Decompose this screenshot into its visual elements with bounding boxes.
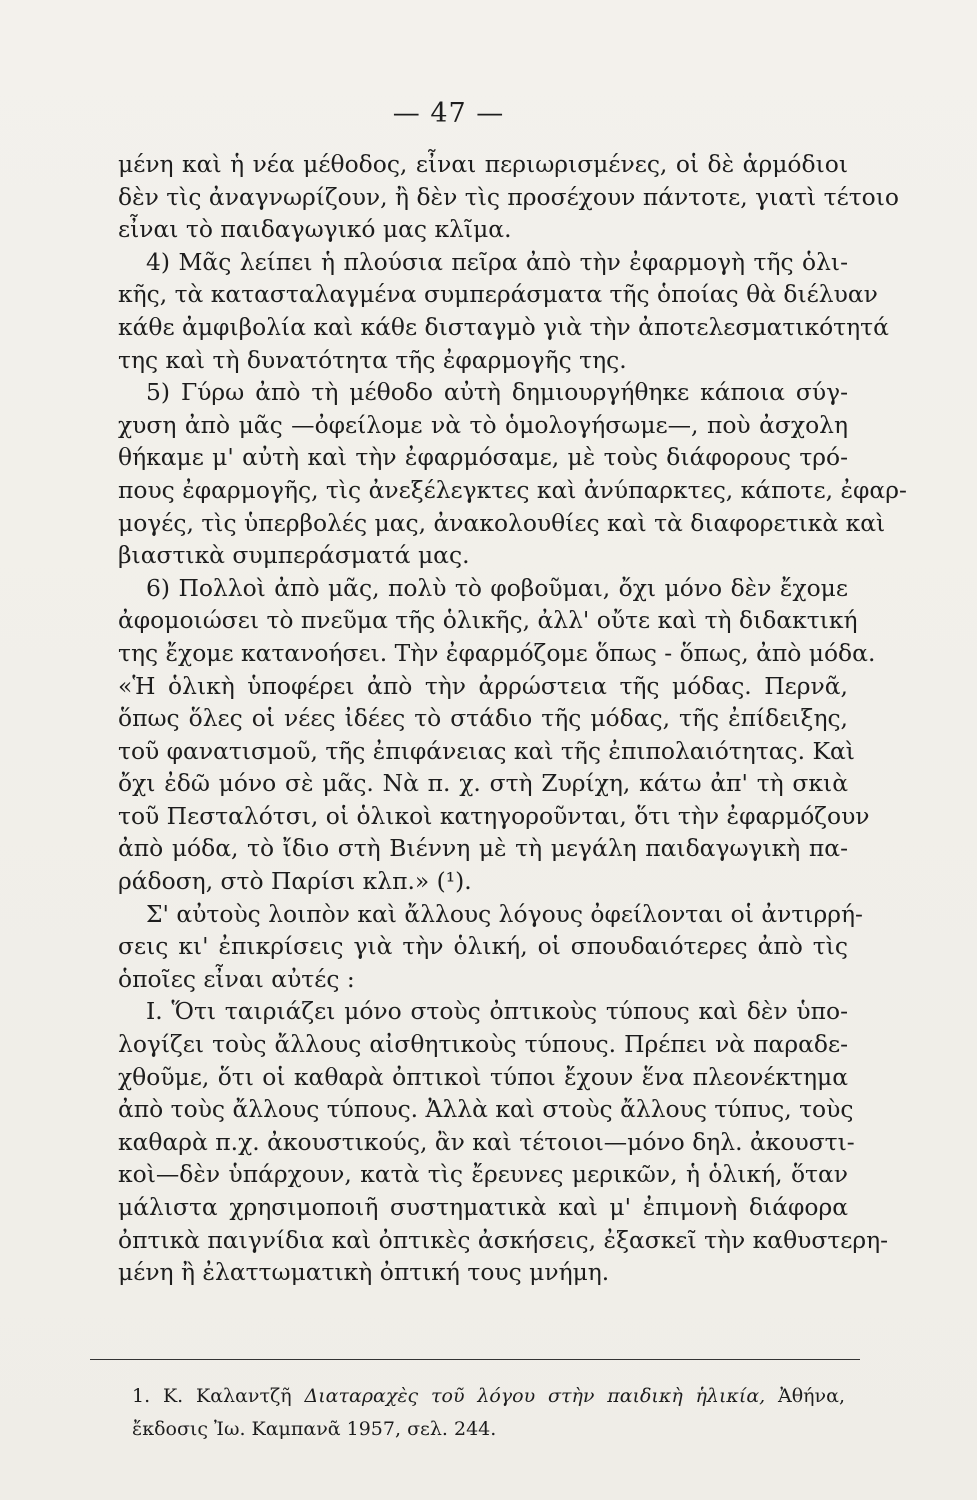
text-line: Σ' αὐτοὺς λοιπὸν καὶ ἄλλους λόγους ὀφείλονται οἱ ἀντιρρή- xyxy=(146,899,863,928)
footnote-line-2: ἔκδοσις Ἰω. Καμπανᾶ 1957, σελ. 244. xyxy=(132,1418,497,1440)
text-line: ἀπὸ μόδα, τὸ ἴδιο στὴ Βιέννη μὲ τὴ μεγάλη παιδαγωγικὴ πα- xyxy=(118,834,848,863)
text-line: εἶναι τὸ παιδαγωγικό μας κλῖμα. xyxy=(118,215,512,244)
footnote-divider xyxy=(90,1359,860,1360)
text-line: βιαστικὰ συμπεράσματά μας. xyxy=(118,541,470,570)
text-line: «Ἡ ὁλικὴ ὑποφέρει ἀπὸ τὴν ἀρρώστεια τῆς μόδας. Περνᾶ, xyxy=(118,671,848,700)
text-line: τοῦ Πεσταλότσι, οἱ ὁλικοὶ κατηγοροῦνται, ὅτι τὴν ἐφαρμόζουν xyxy=(118,801,870,830)
text-line: 6) Πολλοὶ ἀπὸ μᾶς, πολὺ τὸ φοβοῦμαι, ὄχι μόνο δὲν ἔχομε xyxy=(146,573,848,602)
footnote-title: Διαταραχὲς τοῦ λόγου στὴν παιδικὴ ἡλικία, xyxy=(304,1385,766,1407)
text-line: της ἔχομε κατανοήσει. Τὴν ἐφαρμόζομε ὅπως - ὅπως, ἀπὸ μόδα. xyxy=(118,638,876,667)
text-line: ράδοση, στὸ Παρίσι κλπ.» (¹). xyxy=(118,867,472,896)
text-line: της καὶ τὴ δυνατότητα τῆς ἐφαρμογῆς της. xyxy=(118,345,627,374)
text-line: ὅπως ὅλες οἱ νέες ἰδέες τὸ στάδιο τῆς μόδας, τῆς ἐπίδειξης, xyxy=(118,704,848,733)
text-line: μένη ἢ ἐλαττωματικὴ ὀπτική τους μνήμη. xyxy=(118,1258,610,1287)
page-number: — 47 — xyxy=(392,98,505,129)
text-line: χθοῦμε, ὅτι οἱ καθαρὰ ὀπτικοὶ τύποι ἔχουν ἕνα πλεονέκτημα xyxy=(118,1062,848,1091)
text-line: ὁποῖες εἶναι αὐτές : xyxy=(118,964,355,993)
text-line: κοὶ—δὲν ὑπάρχουν, κατὰ τὶς ἔρευνες μερικῶν, ἡ ὁλική, ὅταν xyxy=(118,1160,848,1189)
text-line: ὄχι ἐδῶ μόνο σὲ μᾶς. Νὰ π. χ. στὴ Ζυρίχη, κάτω ἀπ' τὴ σκιὰ xyxy=(118,769,848,798)
text-line: μένη καὶ ἡ νέα μέθοδος, εἶναι περιωρισμένες, οἱ δὲ ἁρμόδιοι xyxy=(118,150,848,178)
footnote xyxy=(132,1380,845,1446)
text-line: ὀπτικὰ παιγνίδια καὶ ὀπτικὲς ἀσκήσεις, ἐξασκεῖ τὴν καθυστερη- xyxy=(118,1225,889,1254)
footnote-place: Ἀθήνα, xyxy=(778,1385,845,1407)
body-text xyxy=(118,148,907,1289)
text-line: κῆς, τὰ κατασταλαγμένα συμπεράσματα τῆς ὁποίας θὰ διέλυαν xyxy=(118,280,878,309)
text-line: θήκαμε μ' αὐτὴ καὶ τὴν ἐφαρμόσαμε, μὲ τοὺς διάφορους τρό- xyxy=(118,443,848,472)
text-line: 4) Μᾶς λείπει ἡ πλούσια πεῖρα ἀπὸ τὴν ἐφαρμογὴ τῆς ὁλι- xyxy=(146,247,848,276)
footnote-line-1 xyxy=(132,1380,845,1413)
text-line: ἀφομοιώσει τὸ πνεῦμα τῆς ὁλικῆς, ἀλλ' οὔτε καὶ τὴ διδακτική xyxy=(118,606,858,635)
text-line: λογίζει τοὺς ἄλλους αἰσθητικοὺς τύπους. Πρέπει νὰ παραδε- xyxy=(118,1030,848,1059)
text-line: Ι. Ὅτι ταιριάζει μόνο στοὺς ὀπτικοὺς τύπους καὶ δὲν ὑπο- xyxy=(146,997,848,1026)
text-line: δὲν τὶς ἀναγνωρίζουν, ἢ δὲν τὶς προσέχουν πάντοτε, γιατὶ τέτοιο xyxy=(118,182,899,211)
text-line: 5) Γύρω ἀπὸ τὴ μέθοδο αὐτὴ δημιουργήθηκε κάποια σύγ- xyxy=(146,378,848,407)
footnote-author: 1. Κ. Καλαντζῆ xyxy=(132,1385,292,1407)
text-line: καθαρὰ π.χ. ἀκουστικούς, ἂν καὶ τέτοιοι—μόνο δηλ. ἀκουστι- xyxy=(118,1127,855,1156)
text-line: κάθε ἀμφιβολία καὶ κάθε δισταγμὸ γιὰ τὴν ἀποτελεσματικότητά xyxy=(118,312,889,341)
text-line: μογές, τὶς ὑπερβολές μας, ἀνακολουθίες καὶ τὰ διαφορετικὰ καὶ xyxy=(118,508,886,537)
text-line: ἀπὸ τοὺς ἄλλους τύπους. Ἀλλὰ καὶ στοὺς ἄλλους τύπυς, τοὺς xyxy=(118,1095,854,1124)
text-line: πους ἐφαρμογῆς, τὶς ἀνεξέλεγκτες καὶ ἀνύπαρκτες, κάποτε, ἐφαρ- xyxy=(118,475,907,504)
text-line: σεις κι' ἐπικρίσεις γιὰ τὴν ὁλική, οἱ σπουδαιότερες ἀπὸ τὶς xyxy=(118,932,848,961)
text-line: χυση ἀπὸ μᾶς —ὀφείλομε νὰ τὸ ὁμολογήσωμε—, ποὺ ἀσχολη xyxy=(118,410,848,439)
text-line: τοῦ φανατισμοῦ, τῆς ἐπιφάνειας καὶ τῆς ἐπιπολαιότητας. Καὶ xyxy=(118,736,855,765)
text-line: μάλιστα χρησιμοποιῆ συστηματικὰ καὶ μ' ἐπιμονὴ διάφορα xyxy=(118,1193,848,1221)
